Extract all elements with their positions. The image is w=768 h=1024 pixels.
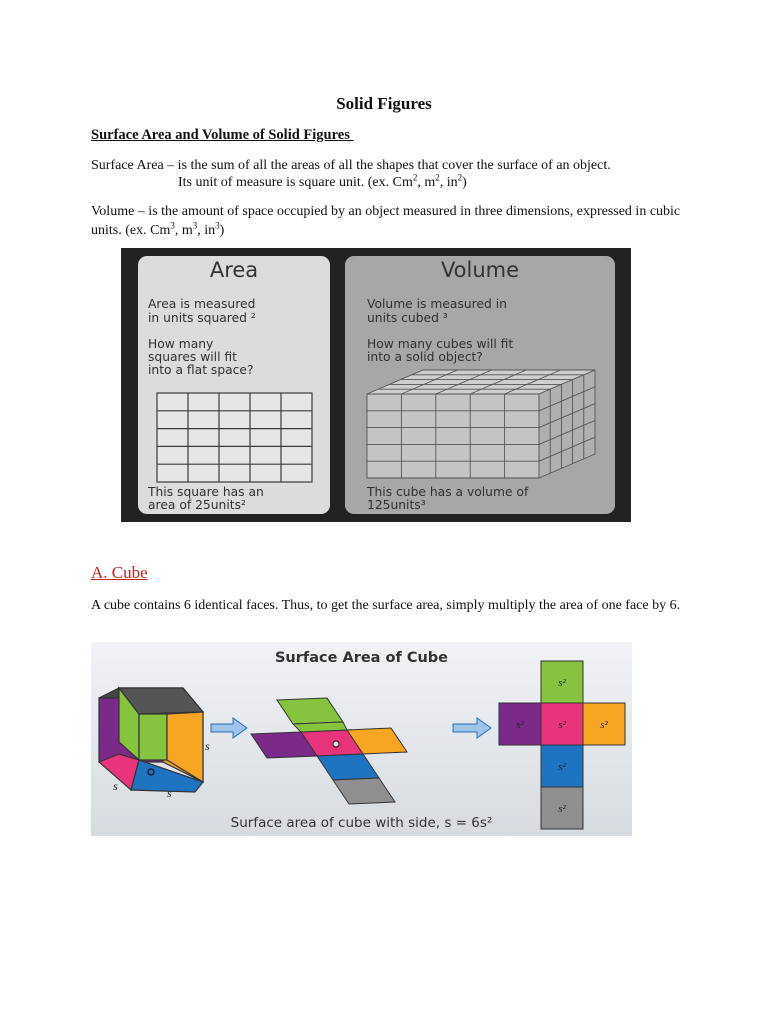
face-label-right: s²: [600, 719, 608, 731]
area-volume-figure: [121, 248, 631, 522]
cube-side-label-right: s: [205, 739, 210, 753]
face-label-center: s²: [558, 719, 566, 731]
cube-grid-icon: [365, 368, 597, 480]
page-title: Solid Figures: [336, 94, 432, 113]
area-panel-line2: in units squared ²: [148, 311, 256, 325]
face-label-bottom: s²: [558, 761, 566, 773]
arrow-right-icon: [211, 718, 247, 738]
area-panel-footer: This square has an area of 25units²: [148, 485, 264, 512]
cube-net-unfolded-icon: [251, 698, 407, 804]
volume-panel-line2: units cubed ³: [367, 311, 448, 325]
square-grid-icon: [156, 392, 314, 484]
cube-3d-icon: [99, 688, 203, 792]
cube-side-label-left: s: [113, 779, 118, 793]
area-panel-line1: Area is measured: [148, 297, 256, 311]
cube-figure-title: Surface Area of Cube: [274, 650, 449, 666]
volume-panel-footer: This cube has a volume of 125units³: [367, 485, 529, 512]
face-label-last: s²: [558, 803, 566, 815]
volume-panel: [345, 256, 615, 514]
cube-side-label-bottom: s: [167, 786, 172, 800]
face-label-left: s²: [516, 719, 524, 731]
area-panel-title: Area: [209, 258, 259, 282]
volume-panel-question: How many cubes will fit into a solid object?: [367, 337, 514, 364]
volume-panel-line1: Volume is measured in: [367, 297, 507, 311]
cube-surface-area-figure: [91, 642, 632, 836]
face-label-top: s²: [558, 677, 566, 689]
volume-definition: Volume – is the amount of space occupied by an object measured in three dimensions, expressed in cubic units. (ex. Cm$^3$, $m^3$, $in^3$): [91, 204, 681, 238]
area-panel-question: How many squares will fit into a flat space?: [148, 337, 254, 377]
area-panel: [138, 256, 330, 514]
volume-panel-title: Volume: [440, 258, 520, 282]
surface-area-unit-note: Its unit of measure is square unit. (ex. Cm$^2$, $m^2$, $in^2$): [178, 172, 467, 190]
cube-heading: A. Cube: [91, 563, 148, 582]
cube-description: A cube contains 6 identical faces. Thus, to get the surface area, simply multiply the area of one face by 6.: [91, 598, 681, 613]
surface-area-definition: Surface Area – is the sum of all the areas of all the shapes that cover the surface of an object.: [91, 158, 611, 173]
cube-figure-caption: Surface area of cube with side, s = 6s²: [230, 815, 493, 831]
cube-net-diagram: [91, 642, 632, 836]
arrow-right-icon-2: [453, 718, 491, 738]
section-subheading: Surface Area and Volume of Solid Figures: [91, 127, 354, 143]
